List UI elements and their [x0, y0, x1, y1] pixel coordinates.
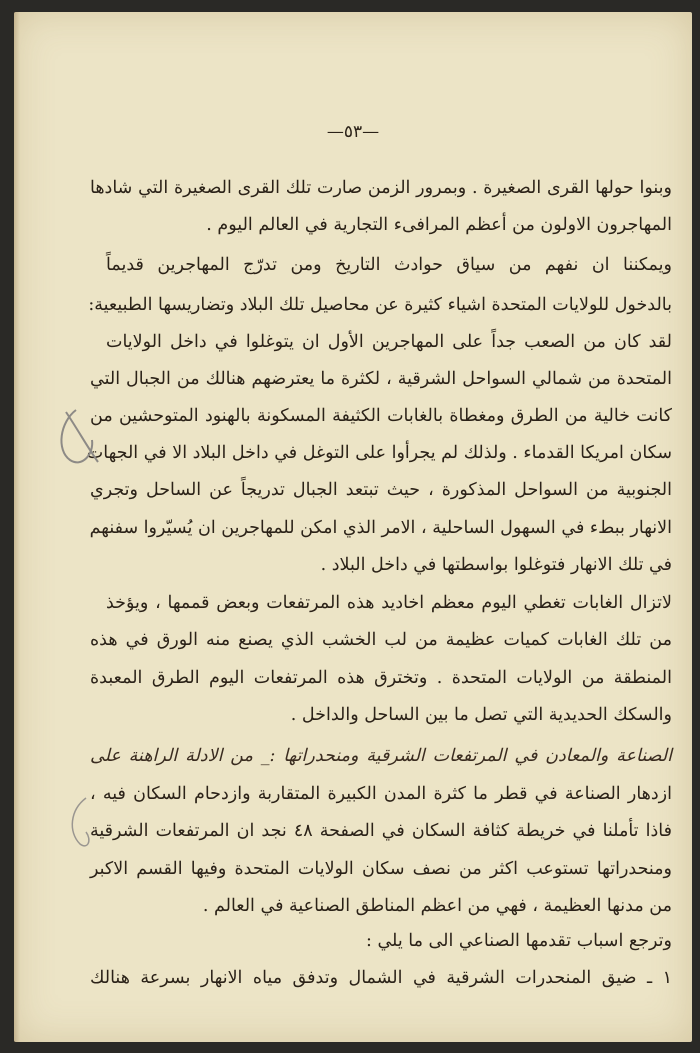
text-line: المهاجرون الاولون من أعظم المرافىء التجارية في العالم اليوم .: [206, 215, 672, 235]
page-edge-shadow: [14, 12, 20, 1042]
text-line: وترجع اسباب تقدمها الصناعي الى ما يلي :: [366, 931, 672, 951]
pencil-mark-icon: [58, 792, 98, 862]
text-line: وبنوا حولها القرى الصغيرة . وبمرور الزمن صارت تلك القرى الصغيرة التي شادها: [90, 178, 672, 198]
text-line: ومنحدراتها تستوعب اكثر من نصف سكان الولايات المتحدة وفيها القسم الاكبر: [90, 859, 672, 879]
text-line: ١ ـ ضيق المنحدرات الشرقية في الشمال وتدفق مياه الانهار بسرعة هنالك: [90, 968, 672, 988]
text-line: المنطقة من الولايات المتحدة . وتخترق هذه المرتفعات اليوم الطرق المعبدة: [90, 668, 672, 688]
text-line: في تلك الانهار فتوغلوا بواسطتها في داخل البلاد .: [320, 555, 672, 575]
page-number: —٥٣—: [326, 122, 380, 142]
text-line: سكان امريكا القدماء . ولذلك لم يجرأوا على التوغل في داخل البلاد الا في الجهات: [86, 443, 672, 463]
text-line: الجنوبية من السواحل المذكورة ، حيث تبتعد الجبال تدريجاً عن الساحل وتجري: [90, 480, 672, 500]
text-line: من مدنها العظيمة ، فهي من اعظم المناطق الصناعية في العالم .: [202, 896, 672, 916]
text-line: من تلك الغابات كميات عظيمة من لب الخشب الذي يصنع منه الورق في هذه: [90, 630, 672, 650]
text-line: فاذا تأملنا في خريطة كثافة السكان في الصفحة ٤٨ نجد ان المرتفعات الشرقية: [90, 821, 672, 841]
text-line: لاتزال الغابات تغطي اليوم معظم اخاديد هذه المرتفعات وبعض قممها ، ويؤخذ: [106, 593, 672, 613]
section-heading-line: الصناعة والمعادن في المرتفعات الشرقية ومنحدراتها :_ من الادلة الراهنة على: [90, 746, 672, 766]
text-line: الانهار ببطء في السهول الساحلية ، الامر الذي امكن للمهاجرين ان يُسيّروا سفنهم: [89, 518, 672, 538]
text-line: كانت خالية من الطرق ومغطاة بالغابات الكثيفة المسكونة بالهنود المتوحشين من: [90, 406, 672, 426]
text-line: ازدهار الصناعة في قطر ما كثرة المدن الكبيرة المتقاربة وازدحام السكان فيه ،: [90, 784, 672, 804]
text-line: ويمكننا ان نفهم من سياق حوادث التاريخ ومن تدرّج المهاجرين قديماً: [106, 255, 672, 275]
text-line: المتحدة من شمالي السواحل الشرقية ، لكثرة ما يعترضهم هنالك من الجبال التي: [90, 369, 672, 389]
text-line: والسكك الحديدية التي تصل ما بين الساحل والداخل .: [290, 705, 672, 725]
book-page: [14, 12, 692, 1042]
text-line: لقد كان من الصعب جداً على المهاجرين الأول ان يتوغلوا في داخل الولايات: [106, 332, 672, 352]
text-line: بالدخول للولايات المتحدة اشياء كثيرة عن محاصيل تلك البلاد وتضاريسها الطبيعية:: [88, 295, 672, 315]
pencil-mark-icon: [46, 402, 106, 472]
